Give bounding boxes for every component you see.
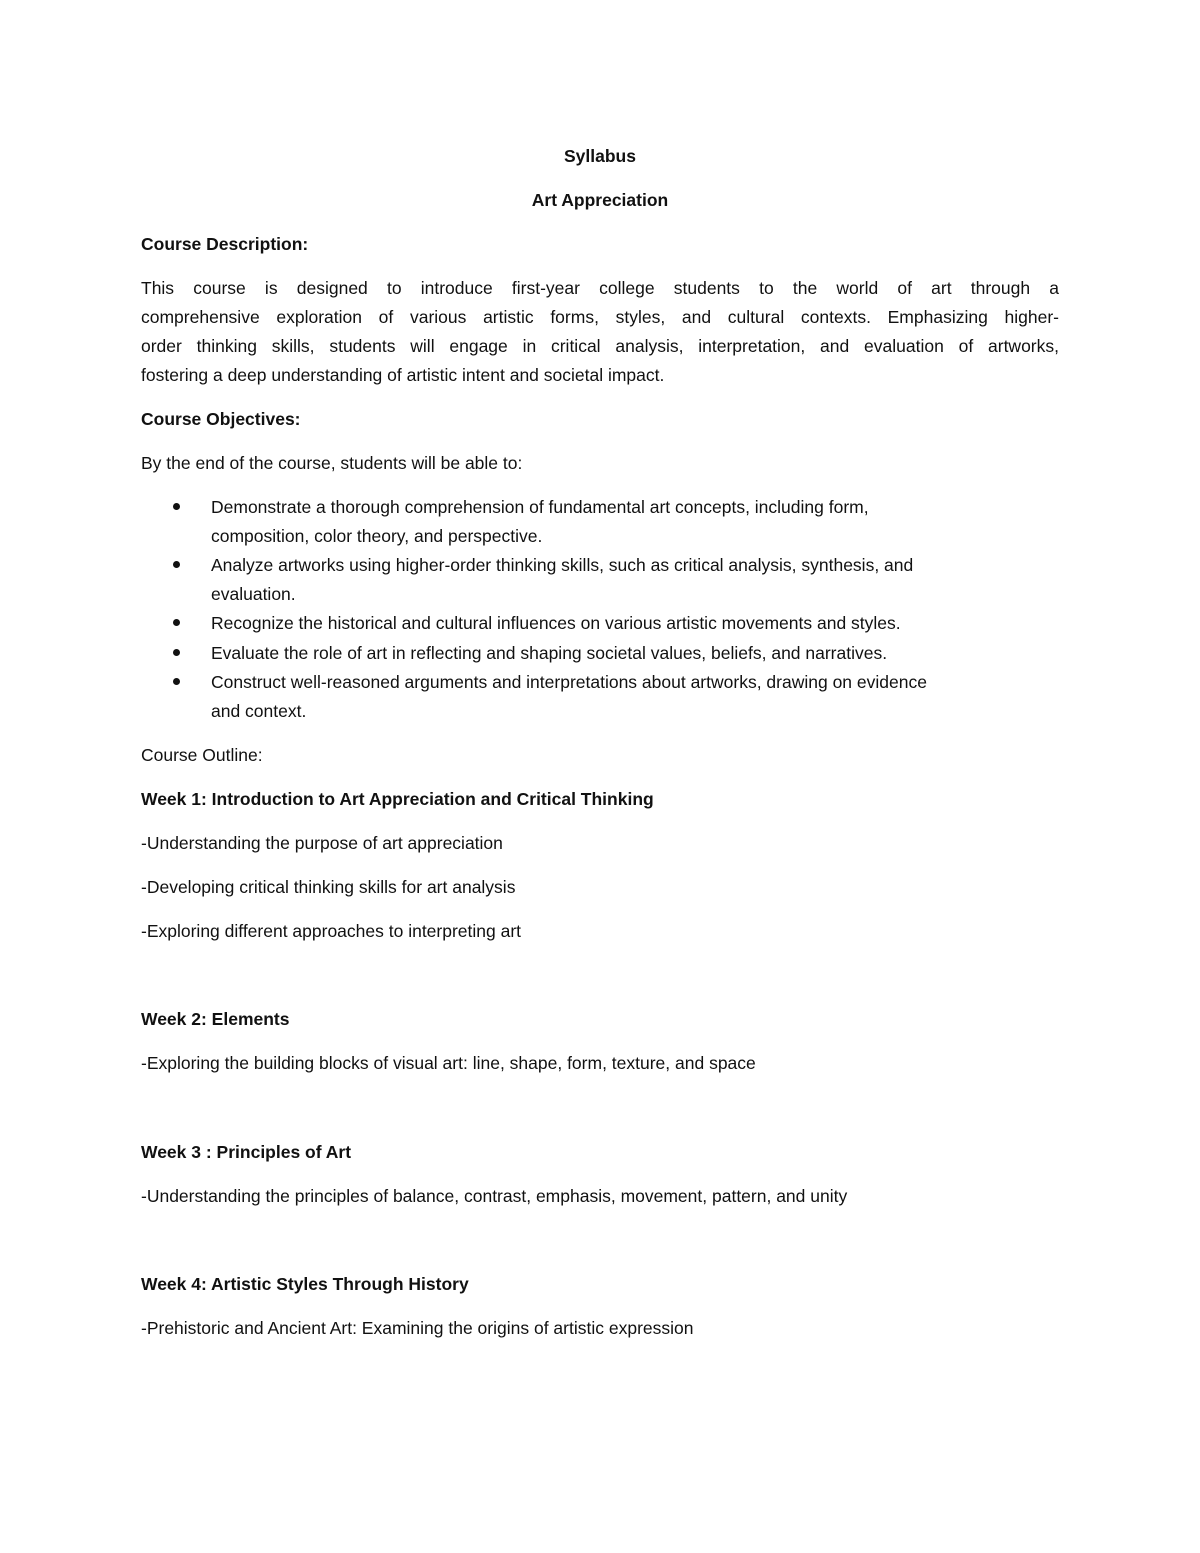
objective-item: Construct well-reasoned arguments and interpretations about artworks, drawing on evidence <box>211 672 927 692</box>
week-point: -Exploring the building blocks of visual art: line, shape, form, texture, and space <box>141 1053 756 1073</box>
week-point: -Exploring different approaches to interpreting art <box>141 921 522 941</box>
document-title: Syllabus <box>564 146 636 166</box>
week-point: -Developing critical thinking skills for art analysis <box>141 877 516 897</box>
description-line: order thinking skills, students will engage in critical analysis, interpretation, and evaluation of artworks, <box>141 336 1059 356</box>
week-point: -Understanding the purpose of art appreciation <box>141 833 503 853</box>
objective-item: Evaluate the role of art in reflecting and shaping societal values, beliefs, and narratives. <box>211 643 888 663</box>
objectives-heading: Course Objectives: <box>141 409 301 429</box>
week-title: Week 3 : Principles of Art <box>141 1142 352 1162</box>
course-name: Art Appreciation <box>531 190 669 210</box>
description-line: fostering a deep understanding of artistic intent and societal impact. <box>141 365 665 385</box>
week-point: -Prehistoric and Ancient Art: Examining the origins of artistic expression <box>141 1318 694 1338</box>
objectives-intro: By the end of the course, students will be able to: <box>141 453 523 473</box>
objective-item-continuation: composition, color theory, and perspective. <box>211 526 543 546</box>
document-page <box>141 0 1059 1553</box>
outline-heading: Course Outline: <box>141 745 263 765</box>
week-title: Week 4: Artistic Styles Through History <box>141 1274 469 1294</box>
description-line: comprehensive exploration of various artistic forms, styles, and cultural contexts. Emphasizing higher- <box>141 307 1059 327</box>
bullet-icon <box>173 678 180 685</box>
description-line: This course is designed to introduce first-year college students to the world of art through a <box>141 278 1059 298</box>
bullet-icon <box>173 649 180 656</box>
week-point: -Understanding the principles of balance, contrast, emphasis, movement, pattern, and unity <box>141 1186 848 1206</box>
bullet-icon <box>173 619 180 626</box>
objective-item-continuation: and context. <box>211 701 307 721</box>
objective-item-continuation: evaluation. <box>211 584 296 604</box>
description-heading: Course Description: <box>141 234 309 254</box>
objective-item: Recognize the historical and cultural influences on various artistic movements and styles. <box>211 613 901 633</box>
bullet-icon <box>173 561 180 568</box>
week-title: Week 2: Elements <box>141 1009 290 1029</box>
bullet-icon <box>173 503 180 510</box>
objective-item: Demonstrate a thorough comprehension of fundamental art concepts, including form, <box>211 497 869 517</box>
objective-item: Analyze artworks using higher-order thinking skills, such as critical analysis, synthesis, and <box>211 555 914 575</box>
week-title: Week 1: Introduction to Art Appreciation and Critical Thinking <box>141 789 654 809</box>
